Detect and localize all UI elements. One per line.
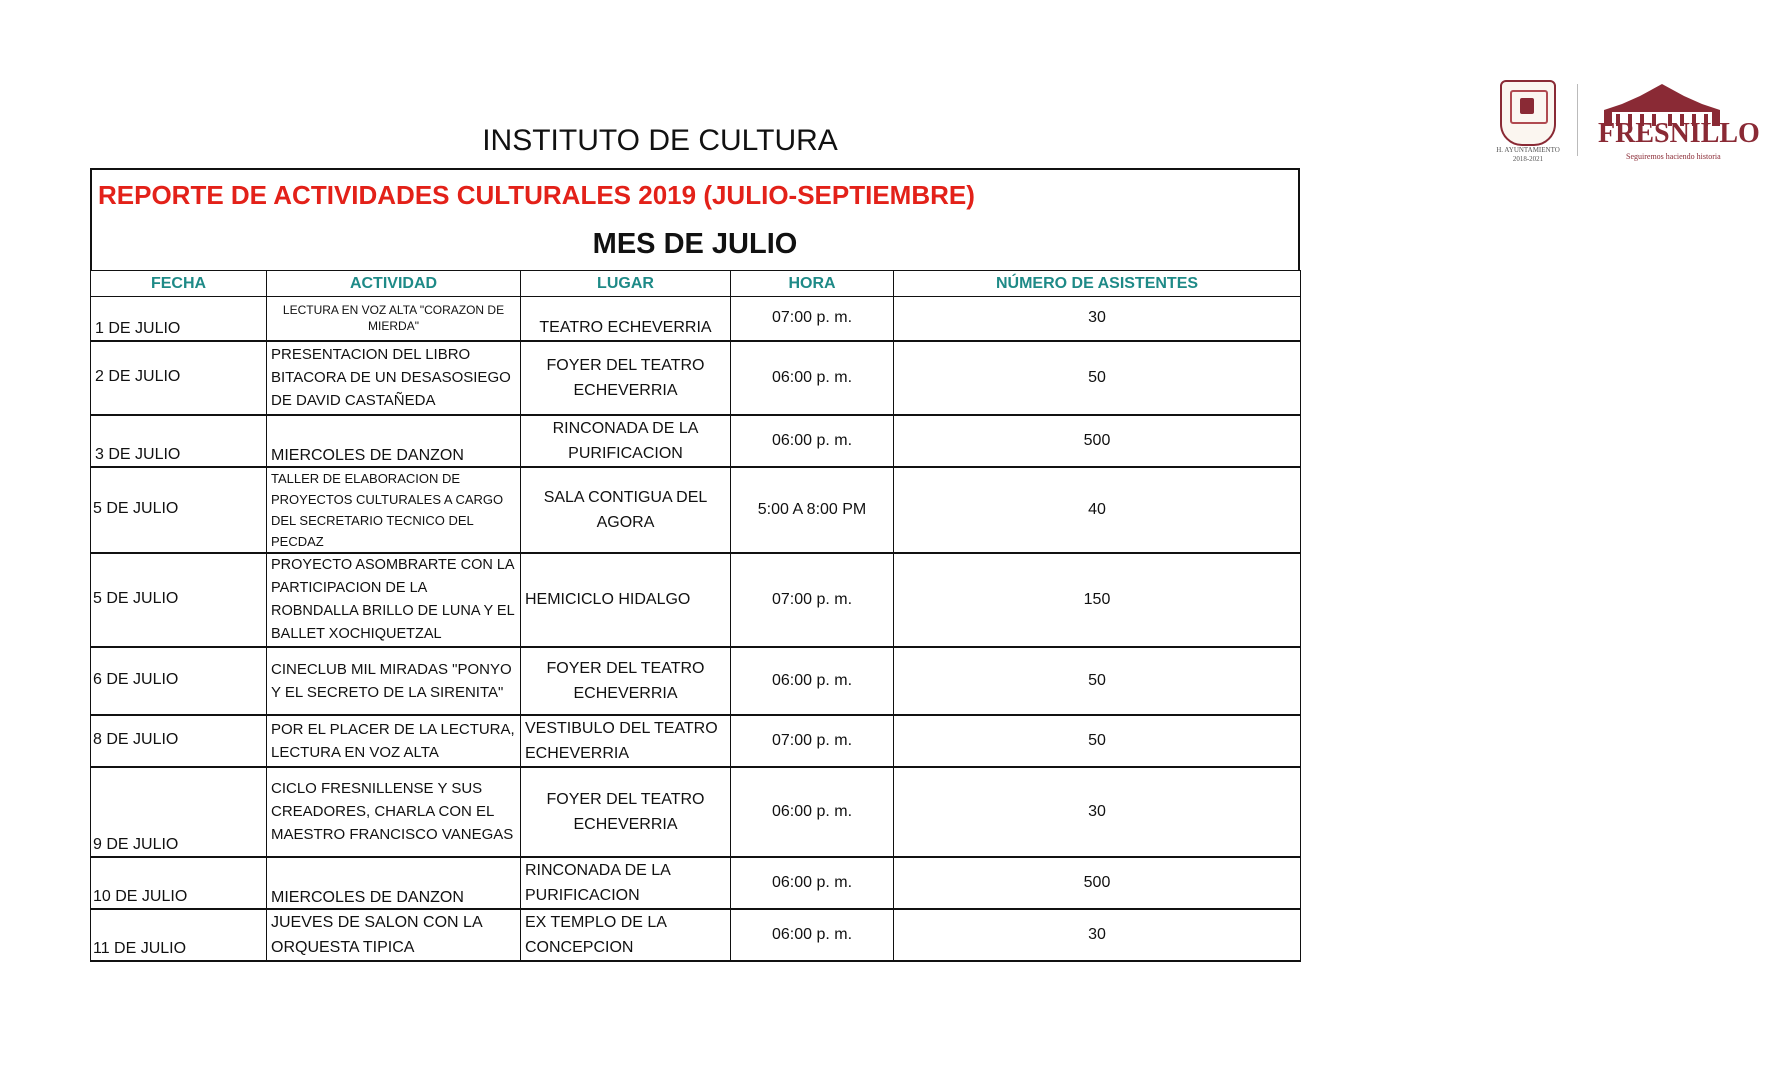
report-sheet: [90, 168, 1300, 962]
table-row: [91, 857, 1301, 909]
cell-fecha: 11 DE JULIO: [91, 909, 267, 961]
logo-divider: [1577, 84, 1578, 156]
cell-actividad: CICLO FRESNILLENSE Y SUS CREADORES, CHARLA CON EL MAESTRO FRANCISCO VANEGAS: [267, 767, 521, 857]
fresnillo-slogan: Seguiremos haciendo historia: [1626, 152, 1721, 161]
cell-hora: 5:00 A 8:00 PM: [731, 467, 894, 553]
table-row: [91, 415, 1301, 467]
cell-lugar: SALA CONTIGUA DEL AGORA: [521, 467, 731, 553]
cell-lugar: RINCONADA DE LA PURIFICACION: [521, 415, 731, 467]
cell-actividad: MIERCOLES DE DANZON: [267, 857, 521, 909]
cell-fecha: 1 DE JULIO: [91, 297, 267, 341]
table-row: [91, 467, 1301, 553]
cell-fecha: 3 DE JULIO: [91, 415, 267, 467]
cell-actividad: LECTURA EN VOZ ALTA "CORAZON DE MIERDA": [267, 297, 521, 341]
cell-lugar: HEMICICLO HIDALGO: [521, 553, 731, 647]
cell-fecha: 5 DE JULIO: [91, 467, 267, 553]
cell-actividad: POR EL PLACER DE LA LECTURA, LECTURA EN VOZ ALTA: [267, 715, 521, 767]
logo-group: [1490, 78, 1760, 168]
table-row: [91, 715, 1301, 767]
cell-asistentes: 500: [894, 415, 1301, 467]
cell-asistentes: 50: [894, 715, 1301, 767]
cell-actividad: PRESENTACION DEL LIBRO BITACORA DE UN DESASOSIEGO DE DAVID CASTAÑEDA: [267, 341, 521, 415]
table-row: [91, 909, 1301, 961]
cell-hora: 06:00 p. m.: [731, 341, 894, 415]
column-header-asistentes: NÚMERO DE ASISTENTES: [894, 271, 1301, 297]
report-title: REPORTE DE ACTIVIDADES CULTURALES 2019 (JULIO-SEPTIEMBRE): [98, 180, 975, 210]
cell-hora: 06:00 p. m.: [731, 767, 894, 857]
cell-lugar: VESTIBULO DEL TEATRO ECHEVERRIA: [521, 715, 731, 767]
cell-hora: 07:00 p. m.: [731, 297, 894, 341]
table-row: [91, 767, 1301, 857]
column-header-fecha: FECHA: [91, 271, 267, 297]
cell-lugar: TEATRO ECHEVERRIA: [521, 297, 731, 341]
table-row: [91, 297, 1301, 341]
cell-lugar: FOYER DEL TEATRO ECHEVERRIA: [521, 341, 731, 415]
cell-asistentes: 30: [894, 909, 1301, 961]
cell-lugar: FOYER DEL TEATRO ECHEVERRIA: [521, 647, 731, 715]
shield-icon: [1500, 80, 1556, 146]
cell-asistentes: 500: [894, 857, 1301, 909]
cell-actividad: TALLER DE ELABORACION DE PROYECTOS CULTURALES A CARGO DEL SECRETARIO TECNICO DEL PECDAZ: [267, 467, 521, 553]
institute-title: INSTITUTO DE CULTURA: [482, 124, 838, 157]
seal-caption: H. AYUNTAMIENTO: [1496, 146, 1560, 154]
month-title: MES DE JULIO: [592, 228, 798, 260]
seal-years: 2018-2021: [1512, 155, 1544, 163]
cell-fecha: 2 DE JULIO: [91, 341, 267, 415]
cell-hora: 06:00 p. m.: [731, 857, 894, 909]
cell-asistentes: 30: [894, 767, 1301, 857]
table-header-row: [91, 271, 1301, 297]
cell-actividad: MIERCOLES DE DANZON: [267, 415, 521, 467]
activities-table: [90, 270, 1301, 962]
column-header-lugar: LUGAR: [521, 271, 731, 297]
cell-asistentes: 50: [894, 341, 1301, 415]
table-row: [91, 553, 1301, 647]
cell-fecha: 5 DE JULIO: [91, 553, 267, 647]
cell-asistentes: 40: [894, 467, 1301, 553]
cell-lugar: EX TEMPLO DE LA CONCEPCION: [521, 909, 731, 961]
fresnillo-wordmark: FRESNILLO: [1598, 118, 1760, 149]
column-header-hora: HORA: [731, 271, 894, 297]
cell-hora: 07:00 p. m.: [731, 553, 894, 647]
cell-lugar: RINCONADA DE LA PURIFICACION: [521, 857, 731, 909]
cell-fecha: 9 DE JULIO: [91, 767, 267, 857]
column-header-actividad: ACTIVIDAD: [267, 271, 521, 297]
table-row: [91, 647, 1301, 715]
cell-hora: 06:00 p. m.: [731, 647, 894, 715]
cell-fecha: 10 DE JULIO: [91, 857, 267, 909]
cell-actividad: PROYECTO ASOMBRARTE CON LA PARTICIPACION DE LA ROBNDALLA BRILLO DE LUNA Y EL BALLET XOCHIQUETZAL: [267, 553, 521, 647]
cell-hora: 06:00 p. m.: [731, 909, 894, 961]
cell-asistentes: 30: [894, 297, 1301, 341]
cell-hora: 07:00 p. m.: [731, 715, 894, 767]
municipal-seal-logo: [1496, 78, 1560, 168]
cell-lugar: FOYER DEL TEATRO ECHEVERRIA: [521, 767, 731, 857]
cell-actividad: CINECLUB MIL MIRADAS "PONYO Y EL SECRETO DE LA SIRENITA": [267, 647, 521, 715]
report-header-box: [90, 168, 1300, 270]
cell-hora: 06:00 p. m.: [731, 415, 894, 467]
cell-asistentes: 150: [894, 553, 1301, 647]
cell-fecha: 8 DE JULIO: [91, 715, 267, 767]
cell-asistentes: 50: [894, 647, 1301, 715]
cell-fecha: 6 DE JULIO: [91, 647, 267, 715]
cell-actividad: JUEVES DE SALON CON LA ORQUESTA TIPICA: [267, 909, 521, 961]
table-row: [91, 341, 1301, 415]
